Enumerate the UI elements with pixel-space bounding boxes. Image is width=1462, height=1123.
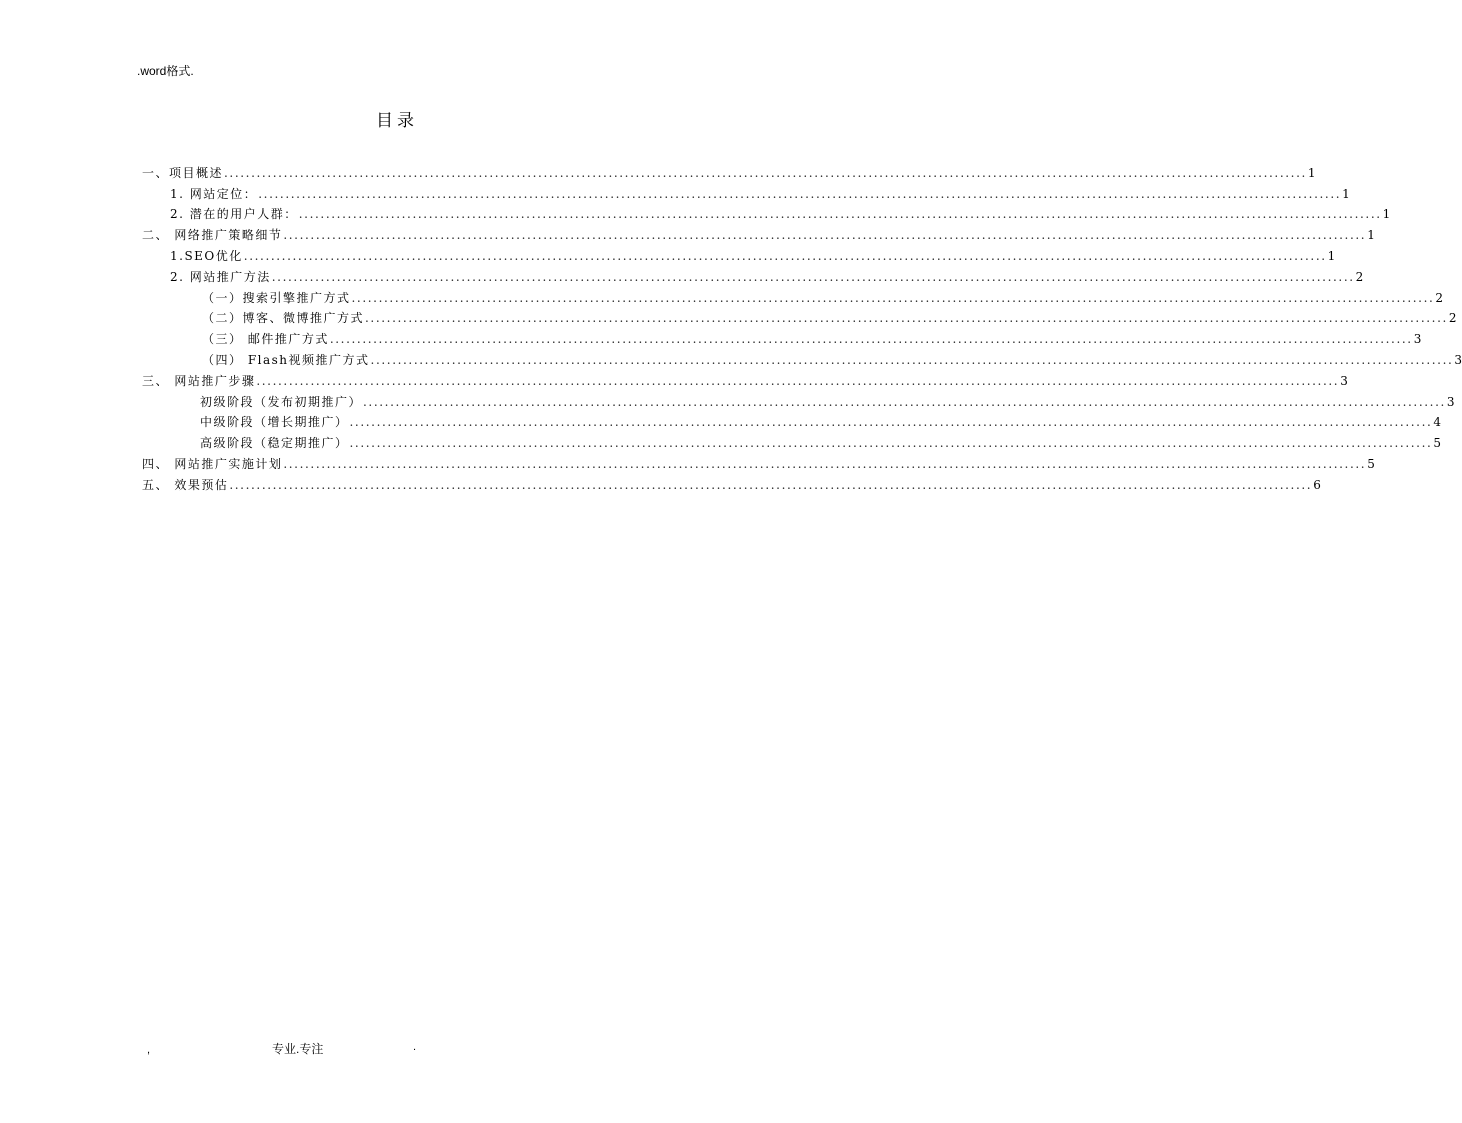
- toc-entry-label: （一）搜索引擎推广方式: [202, 290, 351, 305]
- toc-entry[interactable]: [142, 263, 1364, 284]
- toc-entry-label: （二）博客、微博推广方式: [202, 311, 365, 326]
- page-title: 目录: [376, 111, 418, 131]
- toc-entry[interactable]: [142, 284, 1444, 305]
- toc-entry[interactable]: [142, 180, 1350, 201]
- toc-dot-leader: ........................................................................................................................................................................................................: [229, 477, 1313, 492]
- toc-dot-leader: ........................................................................................................................................................................................................: [283, 228, 1367, 243]
- toc-entry-label: 1.SEO优化: [170, 248, 243, 263]
- toc-entry[interactable]: [142, 429, 1442, 451]
- toc-entry[interactable]: [142, 201, 1391, 222]
- toc-entry[interactable]: [142, 450, 1375, 471]
- toc-dot-leader: ........................................................................................................................................................................................................: [271, 269, 1355, 284]
- footer-text: 专业.专注: [272, 1042, 324, 1056]
- toc-dot-leader: ........................................................................................................................................................................................................: [349, 415, 1433, 430]
- toc-entry-page: 2: [1448, 311, 1457, 326]
- toc-entry[interactable]: [142, 471, 1321, 492]
- toc-entry-page: 4: [1433, 415, 1442, 430]
- footer-left-mark: ,: [147, 1044, 151, 1056]
- toc-dot-leader: ........................................................................................................................................................................................................: [224, 165, 1307, 180]
- toc-entry[interactable]: [142, 325, 1422, 347]
- toc-entry-page: 1: [1342, 186, 1350, 201]
- toc-entry-page: 1: [1307, 165, 1316, 180]
- table-of-contents: [142, 159, 1462, 492]
- toc-entry-label: 一、项目概述: [142, 165, 224, 180]
- toc-entry-page: 5: [1433, 436, 1442, 451]
- toc-entry-page: 6: [1313, 477, 1321, 492]
- toc-entry[interactable]: [142, 409, 1442, 430]
- toc-entry-page: 3: [1446, 394, 1455, 409]
- toc-entry[interactable]: [142, 221, 1375, 243]
- toc-dot-leader: ........................................................................................................................................................................................................: [363, 394, 1446, 409]
- toc-entry-page: 1: [1327, 248, 1336, 263]
- toc-dot-leader: ........................................................................................................................................................................................................: [365, 311, 1448, 326]
- toc-entry-page: 3: [1340, 373, 1348, 388]
- toc-entry-label: 初级阶段（发布初期推广）: [200, 394, 363, 409]
- toc-entry-label: 中级阶段（增长期推广）: [200, 415, 349, 430]
- toc-entry-label: 2. 潜在的用户人群：: [170, 207, 298, 222]
- toc-entry-label: 五、 效果预估: [142, 477, 229, 492]
- toc-entry-label: 1. 网站定位：: [170, 186, 258, 201]
- toc-entry-label: （四） Flash视频推广方式: [202, 352, 370, 367]
- toc-entry-label: 2. 网站推广方法: [170, 269, 271, 284]
- toc-entry[interactable]: [142, 346, 1462, 367]
- toc-entry[interactable]: [142, 242, 1336, 263]
- toc-entry-page: 5: [1367, 456, 1375, 471]
- footer-right-mark: .: [413, 1041, 417, 1053]
- toc-entry-label: 二、 网络推广策略细节: [142, 228, 283, 243]
- toc-entry[interactable]: [142, 367, 1348, 388]
- toc-dot-leader: ........................................................................................................................................................................................................: [258, 186, 1342, 201]
- toc-entry[interactable]: [142, 305, 1457, 326]
- toc-entry-page: 1: [1382, 207, 1391, 222]
- toc-dot-leader: ........................................................................................................................................................................................................: [243, 248, 1327, 263]
- toc-entry-page: 2: [1355, 269, 1364, 284]
- toc-entry[interactable]: [142, 159, 1316, 180]
- toc-entry-page: 2: [1435, 290, 1444, 305]
- toc-entry-page: 3: [1454, 352, 1462, 367]
- toc-entry-label: 三、 网站推广步骤: [142, 373, 256, 388]
- toc-entry-label: 四、 网站推广实施计划: [142, 456, 283, 471]
- toc-dot-leader: ........................................................................................................................................................................................................: [349, 436, 1433, 451]
- toc-dot-leader: ........................................................................................................................................................................................................: [298, 207, 1382, 222]
- toc-dot-leader: ........................................................................................................................................................................................................: [370, 352, 1454, 367]
- toc-dot-leader: ........................................................................................................................................................................................................: [329, 332, 1413, 347]
- toc-entry-page: 1: [1367, 228, 1375, 243]
- toc-entry[interactable]: [142, 388, 1455, 409]
- toc-dot-leader: ........................................................................................................................................................................................................: [256, 373, 1340, 388]
- toc-entry-label: 高级阶段（稳定期推广）: [200, 436, 349, 451]
- header-note: .word格式.: [137, 64, 194, 78]
- toc-dot-leader: ........................................................................................................................................................................................................: [283, 456, 1367, 471]
- toc-entry-label: （三） 邮件推广方式: [202, 332, 329, 347]
- toc-dot-leader: ........................................................................................................................................................................................................: [351, 290, 1435, 305]
- toc-entry-page: 3: [1413, 332, 1422, 347]
